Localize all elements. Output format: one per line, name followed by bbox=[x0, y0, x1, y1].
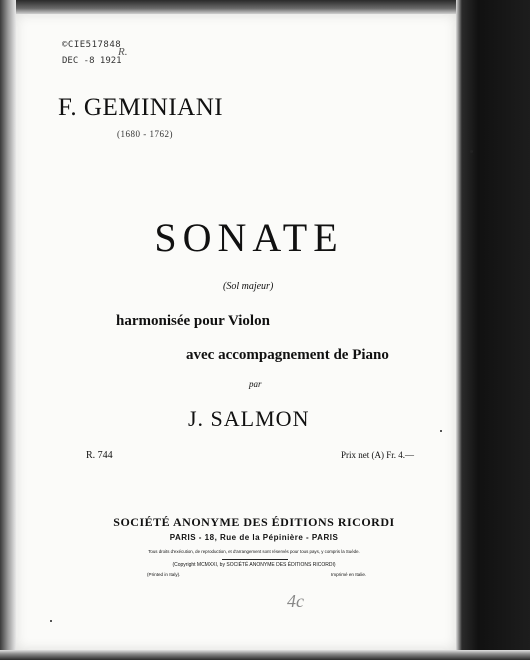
catalog-number: R. 744 bbox=[86, 450, 113, 461]
scan-edge-right bbox=[456, 0, 530, 660]
scan-speck bbox=[470, 150, 473, 153]
work-key: (Sol majeur) bbox=[223, 281, 274, 292]
stamp-date: DEC -8 1921 bbox=[62, 56, 122, 66]
copyright-notice: (Copyright MCMXXI, by SOCIÉTÉ ANONYME DES ÉDITIONS RICORDI) bbox=[172, 562, 336, 568]
scan-edge-bottom bbox=[0, 650, 530, 660]
price-label: Prix net (A) Fr. 4.— bbox=[341, 450, 414, 460]
arranger-name: J. SALMON bbox=[188, 406, 310, 431]
scan-edge-top bbox=[0, 0, 530, 14]
printed-in-note: (Printed in Italy). bbox=[147, 572, 181, 577]
work-title: SONATE bbox=[154, 215, 344, 260]
stamp-initial: R. bbox=[118, 46, 128, 58]
scan-speck bbox=[50, 620, 52, 622]
rights-notice: Tous droits d'exécution, de reproduction, et d'arrangement sont réservés pour tous pays, y compris la Suède. bbox=[148, 549, 360, 554]
handwritten-note: 4c bbox=[287, 591, 304, 611]
divider bbox=[222, 559, 288, 560]
composer-dates: (1680 - 1762) bbox=[117, 129, 173, 139]
by-label: par bbox=[249, 379, 262, 389]
imprime-en-note: Imprimé en Italie. bbox=[331, 572, 367, 577]
scan-edge-left bbox=[0, 0, 16, 660]
copyright-office-stamp: ©CIE517848 bbox=[62, 40, 122, 50]
scan-speck bbox=[440, 430, 442, 432]
composer-name: F. GEMINIANI bbox=[58, 94, 224, 121]
publisher-address: PARIS - 18, Rue de la Pépinière - PARIS bbox=[169, 533, 339, 542]
publisher-name: SOCIÉTÉ ANONYME DES ÉDITIONS RICORDI bbox=[113, 515, 395, 529]
accompaniment-line: avec accompagnement de Piano bbox=[186, 347, 389, 363]
instrumentation-line: harmonisée pour Violon bbox=[116, 313, 270, 329]
